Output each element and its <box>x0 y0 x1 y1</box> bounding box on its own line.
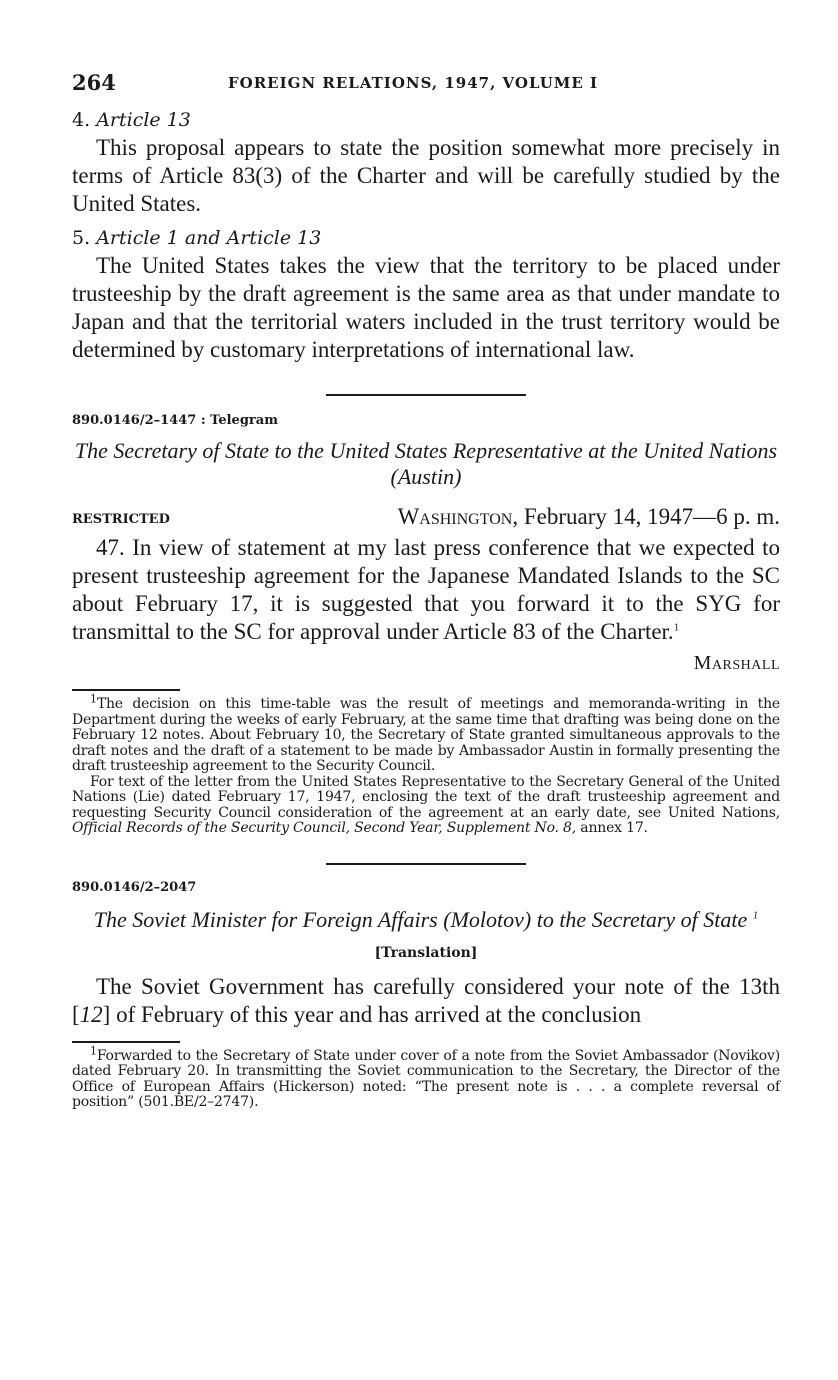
page-number: 264 <box>72 70 116 95</box>
doc-1-title <box>72 438 780 490</box>
doc-1-footnote-1-mark: 1 <box>90 692 97 706</box>
doc-1-file-id: 890.0146/2–1447 : Telegram <box>72 413 278 428</box>
doc-2-body-pre: The Soviet Government has carefully considered your note of the 13th [ <box>72 973 780 1027</box>
doc-1-body-note: 1 <box>673 621 680 634</box>
doc-2-body-post: ] of February of this year and has arrived at the conclusion <box>102 1001 642 1027</box>
classification-label: RESTRICTED <box>72 512 170 527</box>
section-4-title: Article 13 <box>96 109 191 131</box>
doc-2-title <box>72 907 780 933</box>
section-4-text: This proposal appears to state the position somewhat more precisely in terms of Article 83(3) of the Charter and will be carefully studied by the United States. <box>72 135 780 216</box>
doc-2-body-ital: 12 <box>79 1001 103 1027</box>
running-head: FOREIGN RELATIONS, 1947, VOLUME I <box>228 74 599 92</box>
doc-2-title-text: The Soviet Minister for Foreign Affairs (Molotov) to the Secretary of State <box>93 906 748 932</box>
doc-2-footnote-text: Forwarded to the Secretary of State under cover of a note from the Soviet Ambassador (Novikov) dated February 20. In transmitting the Soviet communication to the Secretary, the Director of the Office of European Affairs (Hickerson) noted: “The present note is . . . a complete reversal of position” (501.BE/2–2747). <box>72 1047 780 1110</box>
section-5-title-b: Article 13 <box>226 227 322 249</box>
section-5-title-a: Article 1 <box>96 227 179 249</box>
page <box>72 70 780 1111</box>
doc-2-footnote <box>72 1043 780 1111</box>
doc-2-body <box>72 973 780 1029</box>
doc-1-dateline <box>72 504 780 534</box>
doc-1-body <box>72 534 780 646</box>
doc-1-footnote-1 <box>72 692 780 775</box>
doc-1-footnote-2-ital: Official Records of the Security Council, Second Year, Supplement No. 8, <box>72 820 577 836</box>
doc-1-place: Washington, <box>397 504 519 529</box>
section-5-title-and: and <box>184 227 221 249</box>
doc-1-date <box>398 504 780 530</box>
doc-1-signature: Marshall <box>693 652 780 674</box>
doc-2-title-note: 1 <box>752 909 759 922</box>
section-5-heading <box>72 224 780 252</box>
section-4-heading <box>72 106 780 134</box>
doc-1-date-value: February 14, 1947—6 p. m. <box>523 504 780 529</box>
section-4-number: 4. <box>72 109 91 131</box>
doc-1-title-paren: (Austin) <box>390 464 462 489</box>
doc-1-footnote-2-post: annex 17. <box>580 820 648 836</box>
doc-2-file-id: 890.0146/2–2047 <box>72 879 197 895</box>
page-header <box>72 70 780 102</box>
doc-1-footnote-2-pre: For text of the letter from the United States Representative to the Secretary General of the United Nations (Lie) dated February 17, 1947, enclosing the text of the draft trusteeship agreement and requesting Security Council consideration of the agreement at an early date, see United Nations, <box>72 773 780 821</box>
doc-1-footnote-2 <box>72 775 780 837</box>
translation-label: [Translation] <box>374 944 478 961</box>
doc-1-footnote-1-text: The decision on this time-table was the result of meetings and memoranda-writing in the Department during the weeks of early February, at the same time that drafting was being done on the February 12 notes. About February 10, the Secretary of State granted simultaneous approvals to the draft notes and the draft of a statement to be made by Ambassador Austin in formally presenting the draft trusteeship agreement to the Security Council. <box>72 696 780 774</box>
section-5-text: The United States takes the view that the territory to be placed under trusteeship by the draft agreement is the same area as that under mandate to Japan and that the territorial waters included in the trust territory would be determined by customary interpretations of international law. <box>72 253 780 362</box>
doc-1-title-main: The Secretary of State to the United States Representative at the United Nations <box>74 438 778 463</box>
doc-2-footnote-mark: 1 <box>90 1043 97 1057</box>
doc-1-body-text: 47. In view of statement at my last press conference that we expected to present trusteeship agreement for the Japanese Mandated Islands to the SC about February 17, it is suggested that you forward it to the SYG for transmittal to the SC for approval under Article 83 of the Charter. <box>72 535 780 644</box>
section-5-number: 5. <box>72 227 91 249</box>
